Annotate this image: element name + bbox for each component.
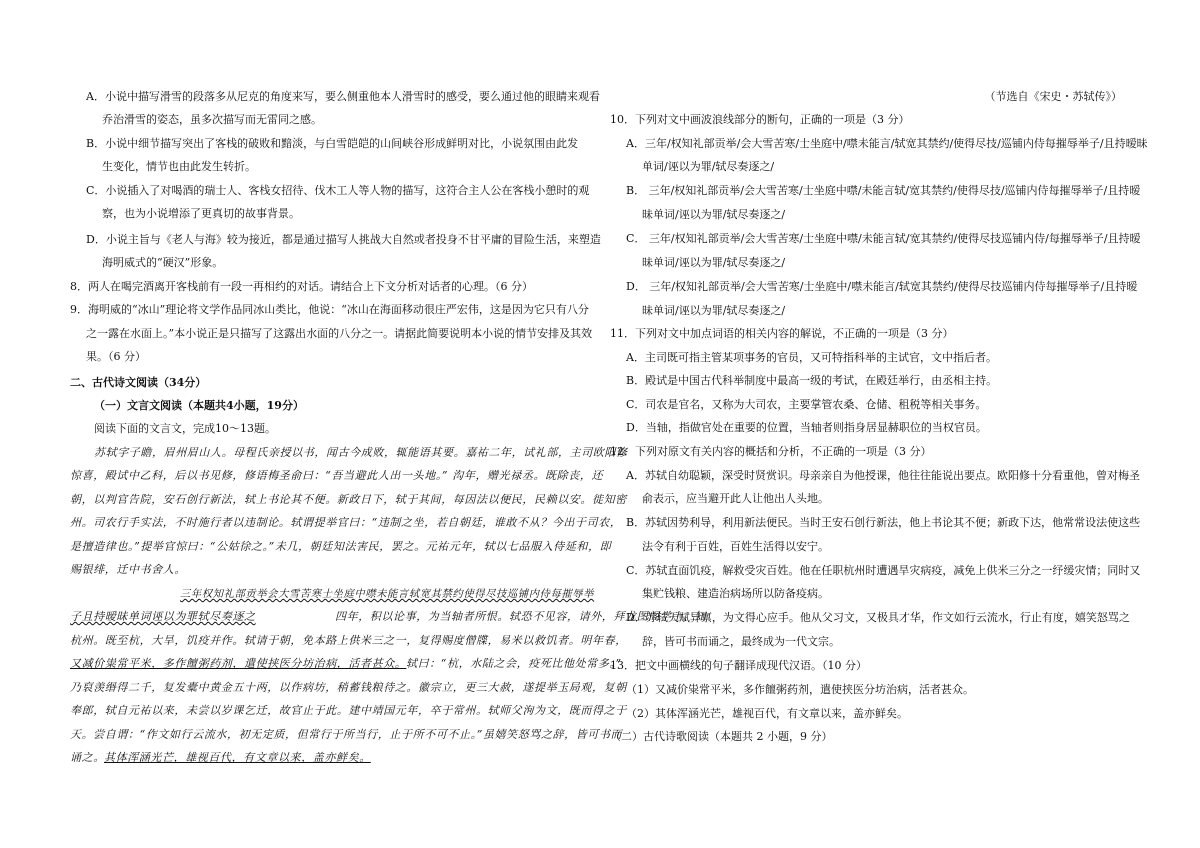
passage-line: 杭州。既至杭，大旱，饥疫并作。轼请于朝，免本路上供米三之一，复得赐度僧牒，易米以救饥者。明年春，	[70, 634, 627, 647]
q12-option-c-line2: 集贮钱粮、建造治病场所以防备疫病。	[642, 587, 829, 600]
question-9-line3: 果。（6 分）	[86, 350, 146, 363]
subsection-heading-classical: （一）文言文阅读（本题共4小题，19分）	[94, 399, 304, 412]
q11-option-d: D．当轴，指做官处在重要的位置，当轴者则指身居显赫职位的当权官员。	[626, 421, 987, 434]
underlined-sentence-2: 其体浑涵光芒，雄视百代，有文章以来，盖亦鲜矣。	[104, 751, 371, 764]
option-b-line1: B．小说中细节描写突出了客栈的破败和黯淡，与白雪皑皑的山间峡谷形成鲜明对比，小说氛围由此发	[86, 137, 579, 150]
passage-line: 奉郎，轼自元祐以来，未尝以岁课乞迁，故官止于此。建中靖国元年，卒于常州。轼师父洵为文，既而得之于	[70, 704, 627, 717]
q11-option-c: C．司农是官名，又称为大司农，主要掌管农桑、仓储、租税等相关事务。	[626, 398, 987, 411]
question-11: 11．下列对文中加点词语的相关内容的解说，不正确的一项是（3 分）	[610, 327, 954, 340]
q10-option-a-line2: 单词/诬以为罪/轼尽奏逐之/	[642, 160, 775, 173]
question-12: 12．下列对原文有关内容的概括和分析，不正确的一项是（3 分）	[610, 445, 932, 458]
wavy-underlined-passage: 子且持暧昧单词诬以为罪轼尽奏逐之	[70, 610, 256, 623]
subsection-heading-poetry: （二）古代诗歌阅读（本题共 2 小题，9 分）	[610, 730, 833, 743]
reading-instruction: 阅读下面的文言文，完成10～13题。	[94, 422, 276, 435]
section-heading-ancient: 二、古代诗文阅读（34分）	[70, 376, 207, 389]
passage-line: 乃裒羡缗得二千，复发橐中黄金五十两，以作病坊，稍蓄钱粮待之。徽宗立，更三大赦，遂提举玉局观，复朝	[70, 681, 627, 694]
q10-option-b-line2: 昧单词/诬以为罪/轼尽奏逐之/	[642, 208, 786, 221]
question-8: 8．两人在喝完酒离开客栈前有一段一再相约的对话。请结合上下文分析对话者的心理。（6 分）	[70, 280, 533, 293]
q12-option-b-line1: B．苏轼因势利导，利用新法便民。当时王安石创行新法，他上书论其不便；新政下达，他常常设法使这些	[626, 516, 1141, 529]
passage-line: 赐银绯，迁中书舍人。	[70, 563, 186, 576]
q11-option-b: B．殿试是中国古代科举制度中最高一级的考试，在殿廷举行，由丞相主持。	[626, 374, 998, 387]
underlined-sentence-1: 又减价粜常平米，多作饘粥药剂，遣使挟医分坊治病，活者甚众。	[70, 657, 407, 670]
passage-line: 四年，积以论事，为当轴者所恨。轼恐不见容，请外，拜龙图阁学士、知	[335, 610, 707, 623]
passage-line: 苏轼字子瞻，眉州眉山人。母程氏亲授以书，闻古今成败，辄能语其要。嘉祐二年，试礼部，主司欧阳修	[94, 446, 628, 459]
q10-option-d-line1: D． 三年/权知礼部贡举/会大雪苦寒/士坐庭中/噤未能言/轼宽其禁约/使得尽技巡铺内侍每摧辱举子/且持暧	[626, 280, 1138, 293]
passage-line: 州。司农行手实法，不时施行者以违制论。轼谓提举官曰：“违制之坐，若自朝廷，谁敢不从？今出于司农，	[70, 516, 622, 529]
question-9-line1: 9．海明威的“冰山”理论将文学作品同冰山类比，他说：“冰山在海面移动很庄严宏伟，这是因为它只有八分	[70, 303, 589, 316]
wavy-underlined-passage: 三年权知礼部贡举会大雪苦寒士坐庭中噤未能言轼宽其禁约使得尽技巡铺内侍每摧辱举	[180, 588, 595, 600]
option-c-line2: 察，也为小说增添了更真切的故事背景。	[102, 207, 300, 220]
option-a-line2: 乔治滑雪的姿态，虽多次描写而无雷同之感。	[102, 113, 322, 126]
q12-option-c-line1: C．苏轼直面饥疫，解救受灾百姓。他在任职杭州时遭遇旱灾病疫，减免上供米三分之一纾缓灾情；同时又	[626, 564, 1141, 577]
q10-option-b-line1: B． 三年/权知礼部贡举/会大雪苦寒/士坐庭中噤/未能言轼/宽其禁约/使得尽技/巡铺内侍每摧辱举子/且持暧	[626, 184, 1141, 197]
passage-line: 轼曰：“杭，水陆之会，疫死比他处常多。”	[406, 657, 622, 670]
option-d-line2: 海明威式的“硬汉”形象。	[102, 256, 224, 269]
passage-line: 朝，以判官告院，安石创行新法，轼上书论其不便。新政日下，轼于其间，每因法以便民，民赖以安。徙知密	[70, 493, 627, 506]
option-d-line1: D．小说主旨与《老人与海》较为接近，都是通过描写人挑战大自然或者投身不甘平庸的冒险生活，来塑造	[86, 233, 601, 246]
passage-line: 惊喜，殿试中乙科，后以书见修，修语梅圣俞曰：“吾当避此人出一头地。” 沟年，赠光禄丞。既除丧，还	[70, 469, 604, 482]
option-c-line1: C．小说插入了对喝酒的瑞士人、客栈女招待、伐木工人等人物的描写，这符合主人公在客栈小憩时的观	[86, 184, 590, 197]
q10-option-c-line2: 昧单词/诬以为罪/轼尽奏逐之/	[642, 256, 786, 269]
passage-line: 天。尝自谓：“作文如行云流水，初无定质，但常行于所当行，止于所不可不止。”虽嬉笑怒骂之辞，皆可书而	[70, 728, 623, 741]
passage-line: 诵之。	[70, 751, 105, 764]
q12-option-b-line2: 法令有利于百姓，百姓生活得以安宁。	[642, 540, 829, 553]
question-10: 10．下列对文中画波浪线部分的断句，正确的一项是（3 分）	[610, 113, 910, 126]
passage-source: （节选自《宋史・苏轼传》）	[984, 90, 1122, 103]
q10-option-c-line1: C． 三年/权知礼部贡举/会大雪苦寒/士坐庭中噤/未能言轼/宽其禁约/使得尽技巡铺内侍/每摧辱举子/且持暧	[626, 232, 1141, 245]
q13-item-1: （1）又减价粜常平米，多作饘粥药剂，遣使挟医分坊治病，活者甚众。	[626, 683, 974, 696]
question-13: 13．把文中画横线的句子翻译成现代汉语。（10 分）	[610, 659, 867, 672]
option-a-line1: A．小说中描写滑雪的段落多从尼克的角度来写，要么侧重他本人滑雪时的感受，要么通过他的眼睛来观看	[86, 90, 600, 103]
option-b-line2: 生变化，情节也由此发生转折。	[102, 160, 256, 173]
q10-option-d-line2: 昧单词/诬以为罪/轼尽奏逐之/	[642, 304, 786, 317]
q12-option-a-line1: A．苏轼自幼聪颖，深受时贤赏识。母亲亲自为他授课，他往往能说出要点。欧阳修十分看重他，曾对梅圣	[626, 469, 1140, 482]
passage-line: 是擅造律也。”提举官惊曰：“公姑徐之。”未几，朝廷知法害民，罢之。元祐元年，轼以七品服入侍延和，即	[70, 540, 612, 553]
q10-option-a-line1: A．三年/权知礼部贡举/会大雪苦寒/士坐庭中/噤未能言/轼宽其禁约/使得尽技/巡铺内侍每摧辱举子/且持暧昧	[626, 137, 1148, 150]
question-9-line2: 之一露在水面上。”本小说正是只描写了这露出水面的八分之一。请据此简要说明本小说的情节安排及其效	[86, 327, 593, 340]
q12-option-d-line2: 辞，皆可书而诵之，最终成为一代文宗。	[642, 635, 840, 648]
q12-option-a-line2: 俞表示，应当避开此人让他出人头地。	[642, 492, 829, 505]
q13-item-2: （2）其体浑涵光芒，雄视百代，有文章以来，盖亦鲜矣。	[626, 707, 908, 720]
q11-option-a: A．主司既可指主管某项事务的官员，又可特指科举的主试官，文中指后者。	[626, 351, 997, 364]
q12-option-d-line1: D．苏轼天赋异禀，为文得心应手。他从父习文，又极具才华，作文如行云流水，行止有度，嬉笑怒骂之	[626, 611, 1130, 624]
